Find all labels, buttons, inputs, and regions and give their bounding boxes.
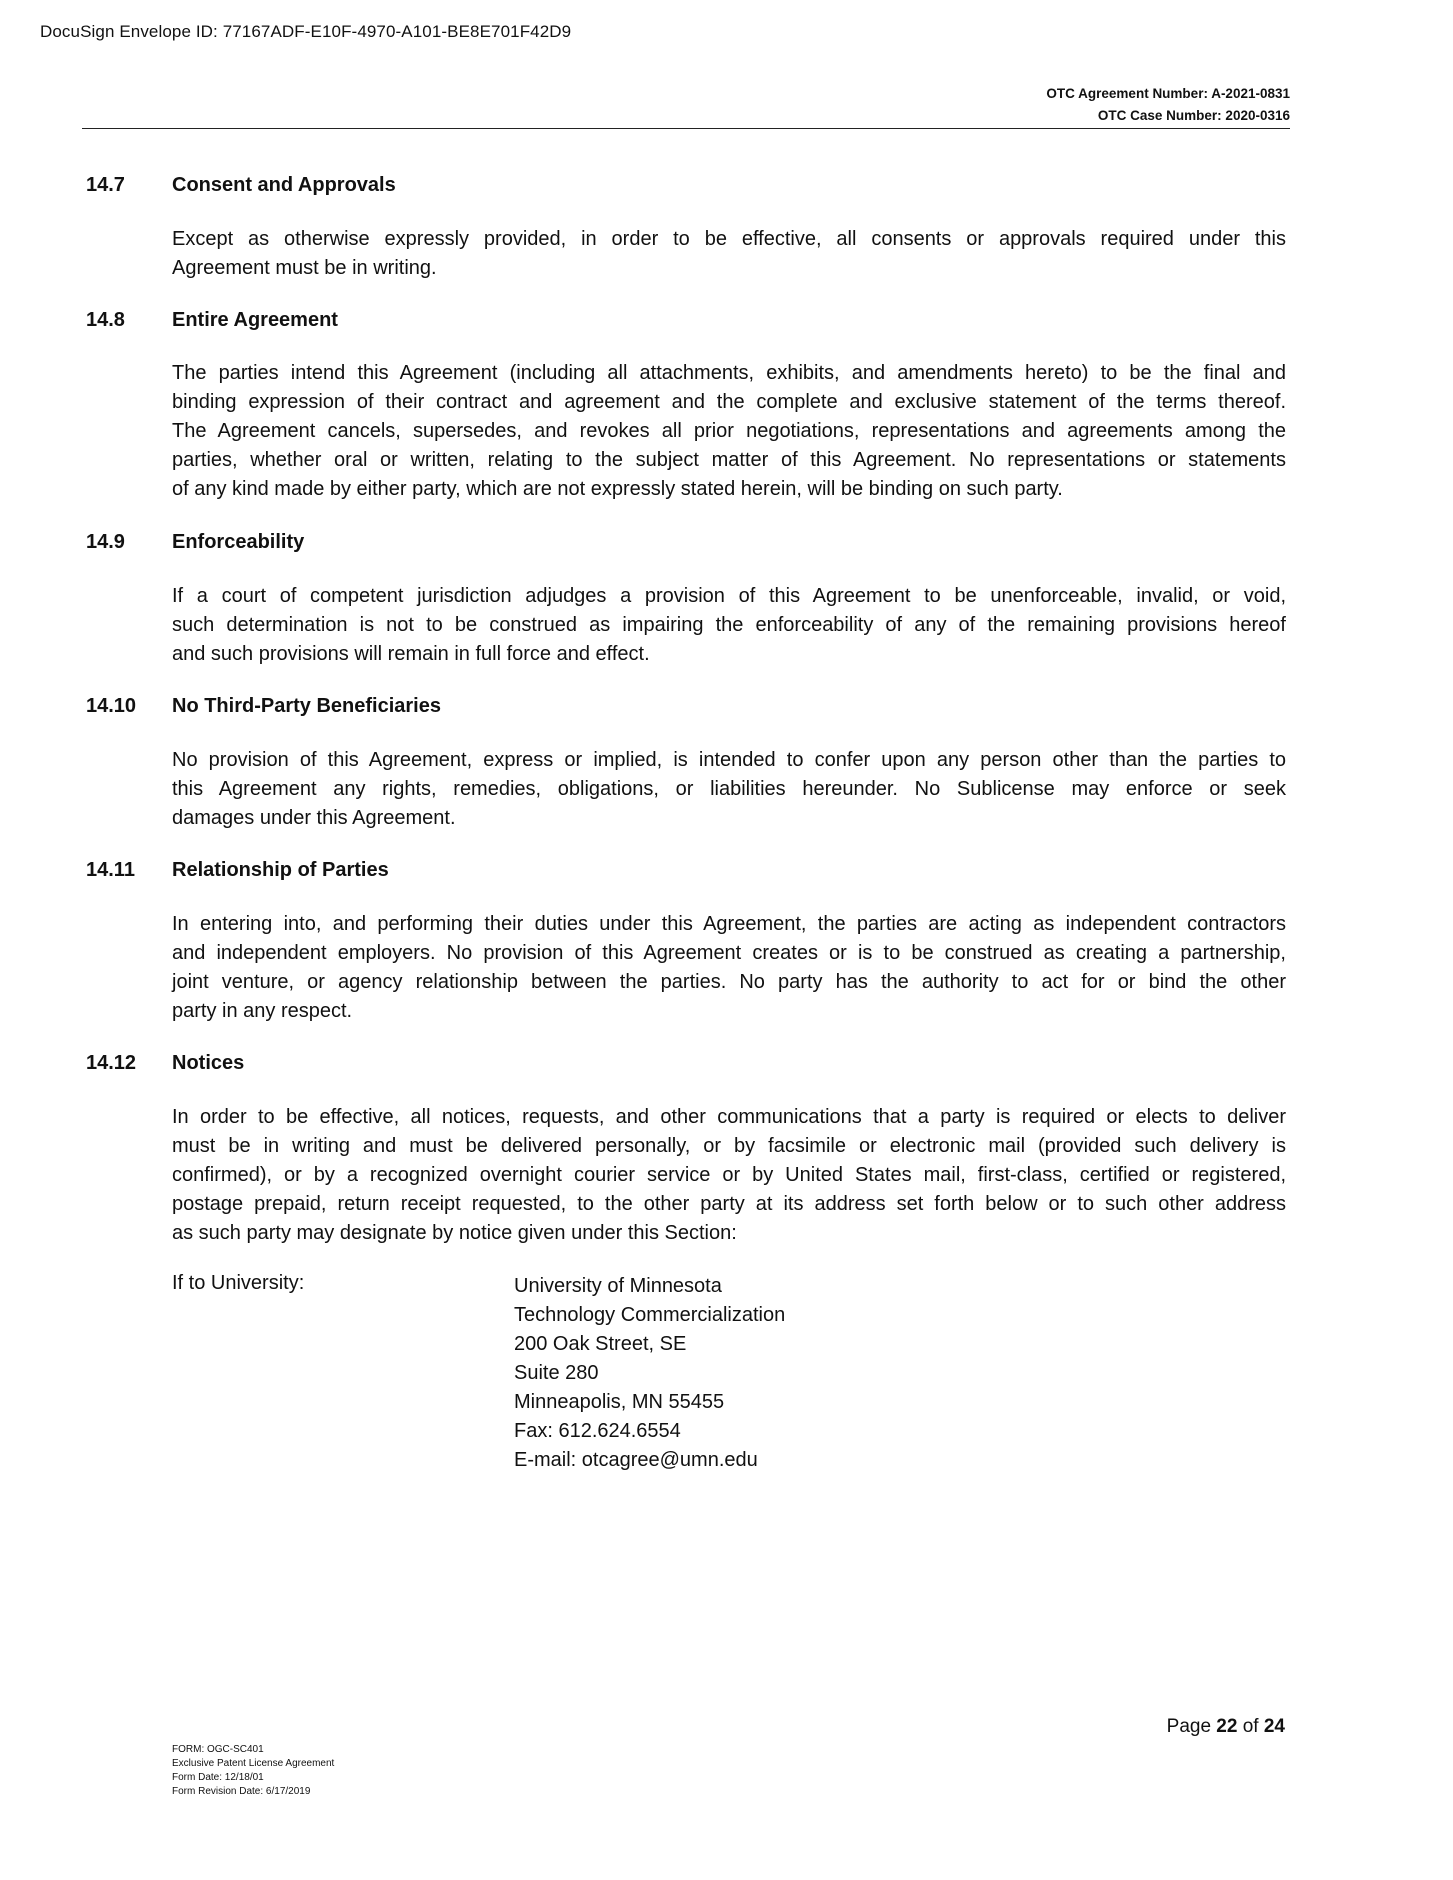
- section-title: Notices: [172, 1052, 245, 1074]
- body-line: binding expression of their contract and agreement and the complete and exclusive statement of the terms thereof.: [172, 391, 1286, 413]
- address-fax: Fax: 612.624.6554: [514, 1420, 681, 1442]
- section-number: 14.9: [86, 531, 125, 553]
- body-line: The Agreement cancels, supersedes, and revokes all prior negotiations, representations and agreements among the: [172, 420, 1286, 442]
- section-title: Consent and Approvals: [172, 174, 396, 196]
- body-line: The parties intend this Agreement (including all attachments, exhibits, and amendments hereto) to be the final and: [172, 362, 1286, 384]
- body-line: In order to be effective, all notices, requests, and other communications that a party is required or elects to deliver: [172, 1106, 1286, 1128]
- section-number: 14.7: [86, 174, 125, 196]
- page-total: 24: [1263, 1716, 1285, 1737]
- form-id: FORM: OGC-SC401: [172, 1744, 264, 1755]
- form-info: [172, 1743, 334, 1799]
- form-name: Exclusive Patent License Agreement: [172, 1758, 335, 1769]
- page-separator: of: [1242, 1716, 1259, 1737]
- body-line: Agreement must be in writing.: [172, 257, 437, 279]
- body-line: If a court of competent jurisdiction adjudges a provision of this Agreement to be unenforceable, invalid, or void,: [172, 585, 1286, 607]
- form-revision-date: Form Revision Date: 6/17/2019: [172, 1786, 311, 1797]
- body-line: party in any respect.: [172, 1000, 353, 1022]
- section-body: [172, 910, 1286, 1026]
- section-title: No Third-Party Beneficiaries: [172, 695, 441, 717]
- address-email: E-mail: otcagree@umn.edu: [514, 1449, 758, 1471]
- body-line: damages under this Agreement.: [172, 807, 456, 829]
- address-line: Suite 280: [514, 1362, 599, 1384]
- body-line: parties, whether oral or written, relating to the subject matter of this Agreement. No representations or statements: [172, 449, 1286, 471]
- section-number: 14.11: [86, 859, 135, 881]
- page-number: [1167, 1716, 1285, 1738]
- page-current: 22: [1216, 1716, 1238, 1737]
- body-line: must be in writing and must be delivered personally, or by facsimile or electronic mail (provided such delivery is: [172, 1135, 1286, 1157]
- page-prefix: Page: [1166, 1716, 1212, 1737]
- case-number: OTC Case Number: 2020-0316: [1097, 108, 1290, 123]
- section-body: [172, 225, 1286, 283]
- form-date: Form Date: 12/18/01: [172, 1772, 264, 1783]
- section-body: [172, 1103, 1286, 1248]
- body-line: as such party may designate by notice given under this Section:: [172, 1222, 737, 1244]
- section-title: Relationship of Parties: [172, 859, 389, 881]
- body-line: of any kind made by either party, which are not expressly stated herein, will be binding on such party.: [172, 478, 1063, 500]
- address-line: 200 Oak Street, SE: [514, 1333, 687, 1355]
- address-line: University of Minnesota: [514, 1275, 722, 1297]
- body-line: joint venture, or agency relationship between the parties. No party has the authority to act for or bind the other: [172, 971, 1286, 993]
- section-number: 14.12: [86, 1052, 137, 1074]
- section-body: [172, 746, 1286, 833]
- body-line: postage prepaid, return receipt requested, to the other party at its address set forth below or to such other address: [172, 1193, 1286, 1215]
- body-line: No provision of this Agreement, express or implied, is intended to confer upon any person other than the parties to: [172, 749, 1286, 771]
- body-line: this Agreement any rights, remedies, obligations, or liabilities hereunder. No Sublicense may enforce or seek: [172, 778, 1286, 800]
- body-line: Except as otherwise expressly provided, in order to be effective, all consents or approvals required under this: [172, 228, 1286, 250]
- agreement-number: OTC Agreement Number: A-2021-0831: [1046, 86, 1290, 101]
- section-body: [172, 582, 1286, 669]
- section-body: [172, 359, 1286, 504]
- section-title: Entire Agreement: [172, 309, 338, 331]
- notice-address: [514, 1272, 785, 1475]
- notice-recipient-label: If to University:: [172, 1272, 305, 1294]
- docusign-envelope-id: DocuSign Envelope ID: 77167ADF-E10F-4970-A101-BE8E701F42D9: [40, 22, 572, 41]
- body-line: confirmed), or by a recognized overnight courier service or by United States mail, first-class, certified or registered,: [172, 1164, 1286, 1186]
- address-line: Technology Commercialization: [514, 1304, 786, 1326]
- address-line: Minneapolis, MN 55455: [514, 1391, 725, 1413]
- section-title: Enforceability: [172, 531, 305, 553]
- header-rule: [82, 128, 1290, 129]
- body-line: and independent employers. No provision of this Agreement creates or is to be construed as creating a partnership,: [172, 942, 1286, 964]
- body-line: In entering into, and performing their duties under this Agreement, the parties are acting as independent contractors: [172, 913, 1286, 935]
- section-number: 14.8: [86, 309, 125, 331]
- body-line: and such provisions will remain in full force and effect.: [172, 643, 650, 665]
- body-line: such determination is not to be construed as impairing the enforceability of any of the remaining provisions hereof: [172, 614, 1286, 636]
- section-number: 14.10: [86, 695, 137, 717]
